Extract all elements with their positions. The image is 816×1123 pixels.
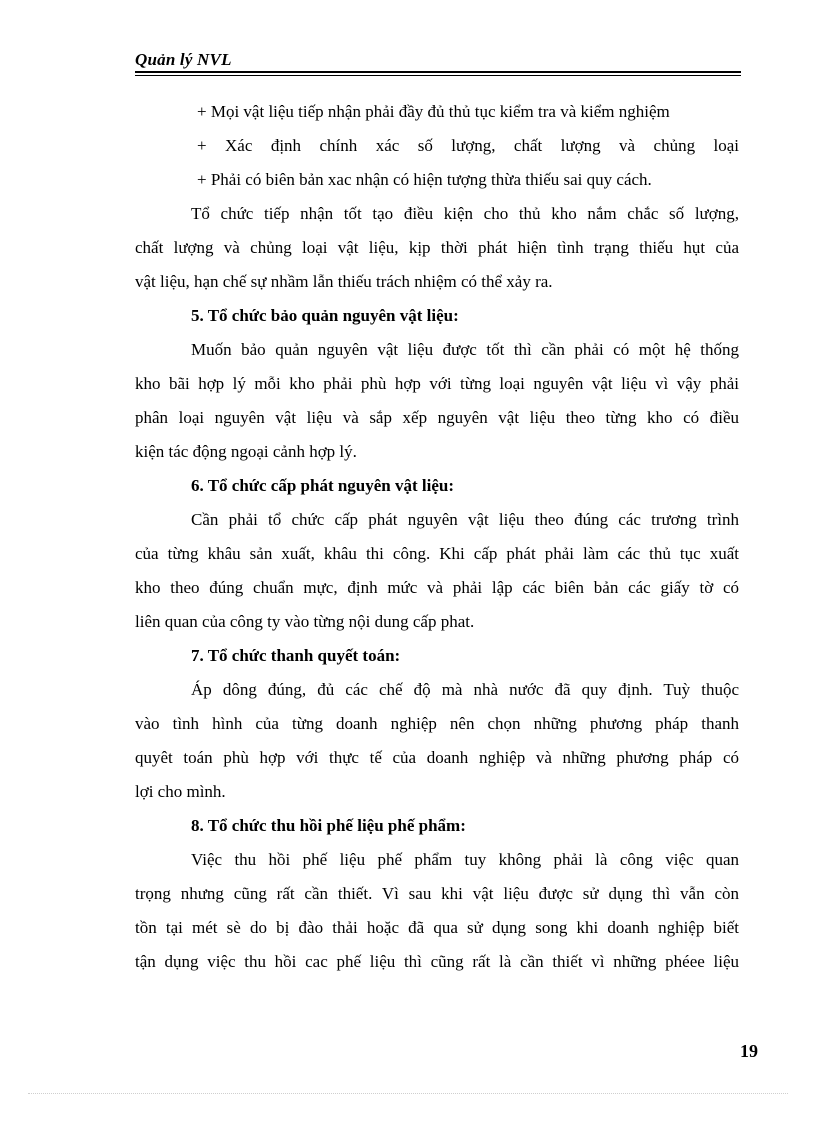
- paragraph-line: của từng khâu sản xuất, khâu thi công. Khi cấp phát phải làm các thủ tục xuất: [135, 544, 739, 563]
- body-text: [135, 95, 739, 979]
- page-header: [135, 50, 741, 70]
- paragraph-line: vào tình hình của từng doanh nghiệp nên chọn những phương pháp thanh: [135, 714, 739, 733]
- paragraph-line: trọng nhưng cũng rất cần thiết. Vì sau khi vật liệu được sử dụng thì vẫn còn: [135, 884, 739, 903]
- section-heading: 6. Tổ chức cấp phát nguyên vật liệu:: [191, 476, 455, 495]
- paragraph-line: vật liệu, hạn chế sự nhầm lẫn thiếu trách nhiệm có thể xảy ra.: [135, 272, 553, 291]
- header-rule-thick: [135, 71, 741, 73]
- paragraph-line: Cần phải tổ chức cấp phát nguyên vật liệu theo đúng các trương trình: [191, 510, 739, 529]
- bullet-line: + Mọi vật liệu tiếp nhận phải đầy đủ thủ tục kiểm tra và kiểm nghiệm: [197, 102, 670, 121]
- paragraph-line: Việc thu hồi phế liệu phế phẩm tuy không phải là công việc quan: [191, 850, 739, 869]
- paragraph-line: kho theo đúng chuẩn mực, định mức và phải lập các biên bản các giấy tờ có: [135, 578, 739, 597]
- section-heading: 5. Tổ chức bảo quản nguyên vật liệu:: [191, 306, 459, 325]
- paragraph-line: Áp dông đúng, đủ các chế độ mà nhà nước đã quy định. Tuỳ thuộc: [191, 680, 739, 699]
- paragraph-line: kho bãi hợp lý mỗi kho phải phù hợp với từng loại nguyên vật liệu vì vậy phải: [135, 374, 739, 393]
- paragraph-line: phân loại nguyên vật liệu và sắp xếp nguyên vật liệu theo từng kho có điều: [135, 408, 739, 427]
- paragraph-line: lợi cho mình.: [135, 782, 226, 801]
- paragraph-line: Muốn bảo quản nguyên vật liệu được tốt thì cần phải có một hệ thống: [191, 340, 739, 359]
- section-heading: 8. Tổ chức thu hồi phế liệu phế phẩm:: [191, 816, 466, 835]
- bullet-line: + Phải có biên bản xac nhận có hiện tượng thừa thiếu sai quy cách.: [197, 170, 652, 189]
- section-heading: 7. Tổ chức thanh quyết toán:: [191, 646, 401, 665]
- paragraph-line: chất lượng và chủng loại vật liệu, kịp thời phát hiện tình trạng thiếu hụt của: [135, 238, 739, 257]
- header-title: Quản lý NVL: [135, 50, 232, 69]
- paragraph-line: tồn tại mét sè do bị đào thải hoặc đã qua sử dụng song khi doanh nghiệp biết: [135, 918, 739, 937]
- bullet-line: + Xác định chính xác số lượng, chất lượng và chủng loại: [197, 136, 739, 155]
- paragraph-line: kiện tác động ngoại cảnh hợp lý.: [135, 442, 357, 461]
- paragraph-line: tận dụng việc thu hồi cac phế liệu thì cũng rất là cần thiết vì những phéee liệu: [135, 952, 739, 971]
- header-rule-thin: [135, 75, 741, 76]
- paragraph-line: quyêt toán phù hợp với thực tế của doanh nghiệp và những phương pháp có: [135, 748, 739, 767]
- paragraph-line: liên quan của công ty vào từng nội dung cấp phat.: [135, 612, 475, 631]
- page-bottom-edge: [28, 1093, 788, 1094]
- paragraph-line: Tổ chức tiếp nhận tốt tạo điều kiện cho thủ kho nắm chắc số lượng,: [191, 204, 739, 223]
- page-number: 19: [740, 1041, 758, 1061]
